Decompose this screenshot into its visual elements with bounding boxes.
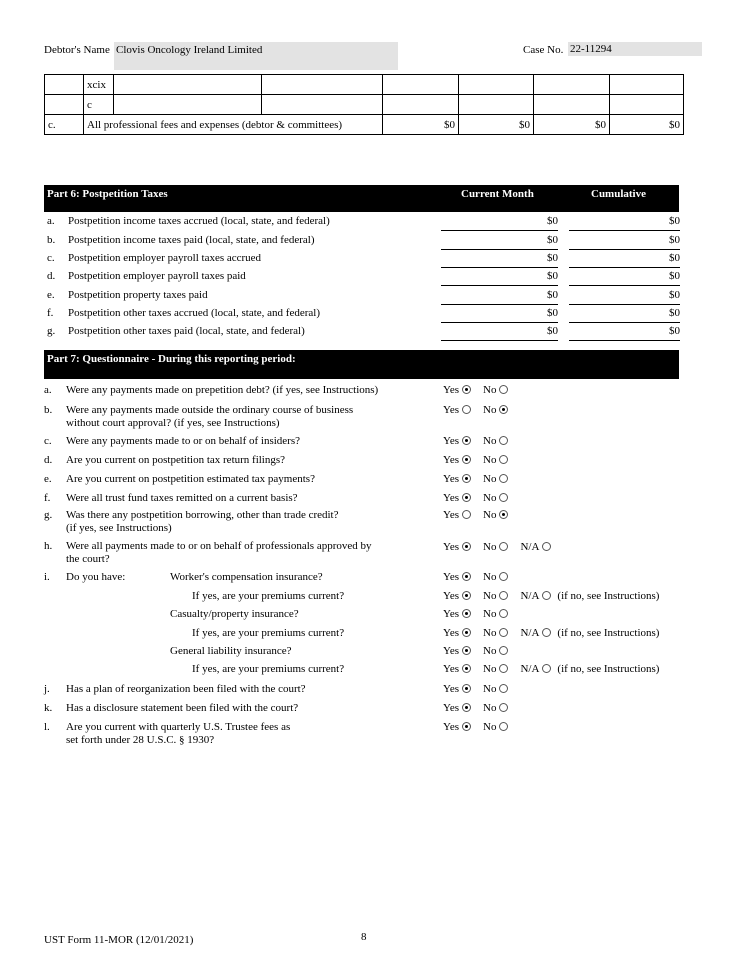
premiums-current-label: If yes, are your premiums current?	[192, 590, 345, 602]
tax-row-label: Postpetition income taxes accrued (local, state, and federal)	[68, 215, 330, 227]
no-radio[interactable]	[499, 664, 508, 673]
total-value: $0	[534, 115, 610, 135]
yes-radio[interactable]	[462, 722, 471, 731]
question-row	[44, 509, 434, 537]
tax-row-letter: f.	[47, 307, 54, 319]
total-value: $0	[383, 115, 459, 135]
total-value: $0	[459, 115, 534, 135]
yes-label: Yes	[443, 541, 460, 553]
tax-cumulative-amount: $0	[569, 270, 680, 286]
yes-no-group	[443, 384, 508, 396]
debtor-name-value: Clovis Oncology Ireland Limited	[116, 44, 263, 56]
question-text-cont: (if yes, see Instructions)	[66, 522, 172, 534]
tax-row-letter: g.	[47, 325, 56, 337]
yes-no-group	[443, 435, 508, 447]
total-letter: c.	[45, 115, 84, 135]
question-text: Were any payments made to or on behalf of insiders?	[66, 435, 301, 447]
no-label: No	[483, 645, 497, 657]
yes-no-group	[443, 571, 508, 583]
no-radio[interactable]	[499, 510, 508, 519]
yes-label: Yes	[443, 509, 460, 521]
tax-row-label: Postpetition property taxes paid	[68, 289, 208, 301]
form-number: UST Form 11-MOR (12/01/2021)	[44, 934, 194, 946]
no-label: No	[483, 702, 497, 714]
question-letter: k.	[44, 702, 53, 714]
page-number: 8	[361, 931, 367, 943]
yes-no-group	[443, 492, 508, 504]
yes-label: Yes	[443, 571, 460, 583]
tax-current-amount: $0	[441, 234, 558, 250]
tax-current-amount: $0	[441, 325, 558, 341]
tax-current-amount: $0	[441, 270, 558, 286]
question-letter: b.	[44, 404, 53, 416]
question-text: Are you current on postpetition estimated tax payments?	[66, 473, 315, 485]
part6-title: Part 6: Postpetition Taxes	[47, 188, 168, 200]
question-text: Were all trust fund taxes remitted on a current basis?	[66, 492, 298, 504]
no-label: No	[483, 663, 497, 675]
question-text-cont: without court approval? (if yes, see Instructions)	[66, 417, 280, 429]
yes-no-group	[443, 683, 508, 695]
na-label: N/A	[520, 627, 540, 639]
tax-current-amount: $0	[441, 252, 558, 268]
question-row	[44, 540, 434, 568]
insurance-item-label: Casualty/property insurance?	[170, 608, 299, 620]
na-radio[interactable]	[542, 664, 551, 673]
tax-row-label: Postpetition other taxes accrued (local, state, and federal)	[68, 307, 320, 319]
tax-row-letter: c.	[47, 252, 55, 264]
question-text: Were any payments made on prepetition debt? (if yes, see Instructions)	[66, 384, 379, 396]
yes-radio[interactable]	[462, 609, 471, 618]
yes-no-group	[443, 473, 508, 485]
na-radio[interactable]	[542, 542, 551, 551]
yes-label: Yes	[443, 473, 460, 485]
no-label: No	[483, 608, 497, 620]
yes-label: Yes	[443, 683, 460, 695]
question-text-cont: the court?	[66, 553, 110, 565]
yes-no-group	[443, 645, 508, 657]
tax-current-amount: $0	[441, 307, 558, 323]
yes-radio[interactable]	[462, 385, 471, 394]
no-radio[interactable]	[499, 591, 508, 600]
case-number-field[interactable]	[568, 42, 702, 56]
tax-cumulative-amount: $0	[569, 289, 680, 305]
yes-label: Yes	[443, 492, 460, 504]
question-letter: d.	[44, 454, 53, 466]
question-text: Were any payments made outside the ordinary course of business	[66, 404, 354, 416]
no-label: No	[483, 384, 497, 396]
yes-label: Yes	[443, 404, 460, 416]
yes-no-group	[443, 627, 659, 639]
total-row	[45, 115, 684, 135]
question-text: Are you current on postpetition tax return filings?	[66, 454, 286, 466]
yes-no-group	[443, 663, 659, 675]
tax-row-letter: b.	[47, 234, 56, 246]
if-no-note: (if no, see Instructions)	[557, 663, 660, 675]
total-label: All professional fees and expenses (debtor & committees)	[84, 115, 383, 135]
insurance-item-label: Worker's compensation insurance?	[170, 571, 323, 583]
yes-radio[interactable]	[462, 664, 471, 673]
yes-no-group	[443, 541, 551, 553]
yes-no-group	[443, 608, 508, 620]
na-label: N/A	[520, 663, 540, 675]
question-row	[44, 404, 434, 432]
yes-radio[interactable]	[462, 455, 471, 464]
insurance-item-label: General liability insurance?	[170, 645, 292, 657]
question-letter: c.	[44, 435, 52, 447]
yes-radio[interactable]	[462, 493, 471, 502]
no-radio[interactable]	[499, 572, 508, 581]
yes-radio[interactable]	[462, 628, 471, 637]
professional-fees-table	[44, 74, 684, 135]
na-radio[interactable]	[542, 628, 551, 637]
yes-radio[interactable]	[462, 542, 471, 551]
yes-radio[interactable]	[462, 474, 471, 483]
no-label: No	[483, 435, 497, 447]
no-label: No	[483, 590, 497, 602]
no-label: No	[483, 454, 497, 466]
no-radio[interactable]	[499, 628, 508, 637]
row-number: c	[84, 95, 114, 115]
do-you-have-label: Do you have:	[66, 571, 126, 583]
tax-cumulative-amount: $0	[569, 215, 680, 231]
no-label: No	[483, 473, 497, 485]
tax-cumulative-amount: $0	[569, 252, 680, 268]
yes-label: Yes	[443, 663, 460, 675]
tax-cumulative-amount: $0	[569, 307, 680, 323]
question-text: Are you current with quarterly U.S. Trustee fees as	[66, 721, 291, 733]
tax-row-letter: d.	[47, 270, 56, 282]
no-label: No	[483, 683, 497, 695]
table-row	[45, 75, 684, 95]
tax-row-label: Postpetition employer payroll taxes paid	[68, 270, 246, 282]
no-radio[interactable]	[499, 493, 508, 502]
yes-radio[interactable]	[462, 510, 471, 519]
part7-title: Part 7: Questionnaire - During this reporting period:	[47, 353, 296, 365]
if-no-note: (if no, see Instructions)	[557, 590, 660, 602]
case-number-label: Case No.	[523, 44, 564, 56]
question-row	[44, 721, 434, 749]
col-current-month: Current Month	[461, 188, 534, 200]
debtor-name-label: Debtor's Name	[44, 44, 110, 56]
yes-radio[interactable]	[462, 703, 471, 712]
yes-label: Yes	[443, 721, 460, 733]
question-letter: l.	[44, 721, 50, 733]
na-radio[interactable]	[542, 591, 551, 600]
tax-row-label: Postpetition employer payroll taxes accrued	[68, 252, 262, 264]
tax-row-letter: a.	[47, 215, 55, 227]
tax-row-label: Postpetition income taxes paid (local, state, and federal)	[68, 234, 315, 246]
question-letter: f.	[44, 492, 51, 504]
no-radio[interactable]	[499, 542, 508, 551]
yes-no-group	[443, 509, 508, 521]
yes-label: Yes	[443, 435, 460, 447]
no-radio[interactable]	[499, 405, 508, 414]
no-label: No	[483, 627, 497, 639]
case-number-value: 22-11294	[570, 43, 612, 55]
question-text: Were all payments made to or on behalf of professionals approved by	[66, 540, 372, 552]
na-label: N/A	[520, 541, 540, 553]
tax-row-label: Postpetition other taxes paid (local, state, and federal)	[68, 325, 305, 337]
debtor-name-field[interactable]	[114, 42, 398, 70]
part7-header	[44, 350, 679, 379]
yes-label: Yes	[443, 454, 460, 466]
no-label: No	[483, 509, 497, 521]
yes-radio[interactable]	[462, 436, 471, 445]
question-letter: g.	[44, 509, 53, 521]
yes-label: Yes	[443, 627, 460, 639]
tax-current-amount: $0	[441, 215, 558, 231]
yes-no-group	[443, 721, 508, 733]
no-radio[interactable]	[499, 474, 508, 483]
question-text: Was there any postpetition borrowing, other than trade credit?	[66, 509, 339, 521]
no-radio[interactable]	[499, 703, 508, 712]
row-number: xcix	[84, 75, 114, 95]
question-text: Has a plan of reorganization been filed with the court?	[66, 683, 306, 695]
table-row	[45, 95, 684, 115]
no-radio[interactable]	[499, 646, 508, 655]
yes-no-group	[443, 590, 659, 602]
question-letter: i.	[44, 571, 50, 583]
na-label: N/A	[520, 590, 540, 602]
tax-cumulative-amount: $0	[569, 234, 680, 250]
no-label: No	[483, 492, 497, 504]
yes-no-group	[443, 702, 508, 714]
no-label: No	[483, 404, 497, 416]
yes-label: Yes	[443, 384, 460, 396]
question-letter: a.	[44, 384, 52, 396]
no-radio[interactable]	[499, 436, 508, 445]
no-radio[interactable]	[499, 722, 508, 731]
yes-label: Yes	[443, 645, 460, 657]
tax-cumulative-amount: $0	[569, 325, 680, 341]
question-letter: h.	[44, 540, 53, 552]
yes-radio[interactable]	[462, 684, 471, 693]
if-no-note: (if no, see Instructions)	[557, 627, 660, 639]
yes-label: Yes	[443, 702, 460, 714]
question-text: Has a disclosure statement been filed with the court?	[66, 702, 299, 714]
no-radio[interactable]	[499, 455, 508, 464]
premiums-current-label: If yes, are your premiums current?	[192, 627, 345, 639]
yes-radio[interactable]	[462, 591, 471, 600]
tax-current-amount: $0	[441, 289, 558, 305]
no-radio[interactable]	[499, 385, 508, 394]
yes-radio[interactable]	[462, 572, 471, 581]
question-text-cont: set forth under 28 U.S.C. § 1930?	[66, 734, 215, 746]
question-letter: j.	[44, 683, 50, 695]
yes-radio[interactable]	[462, 405, 471, 414]
col-cumulative: Cumulative	[591, 188, 646, 200]
no-radio[interactable]	[499, 609, 508, 618]
premiums-current-label: If yes, are your premiums current?	[192, 663, 345, 675]
no-radio[interactable]	[499, 684, 508, 693]
no-label: No	[483, 571, 497, 583]
no-label: No	[483, 541, 497, 553]
yes-radio[interactable]	[462, 646, 471, 655]
part6-header	[44, 185, 679, 212]
question-letter: e.	[44, 473, 52, 485]
total-value: $0	[610, 115, 684, 135]
yes-no-group	[443, 404, 508, 416]
tax-row-letter: e.	[47, 289, 55, 301]
yes-label: Yes	[443, 590, 460, 602]
no-label: No	[483, 721, 497, 733]
yes-label: Yes	[443, 608, 460, 620]
yes-no-group	[443, 454, 508, 466]
